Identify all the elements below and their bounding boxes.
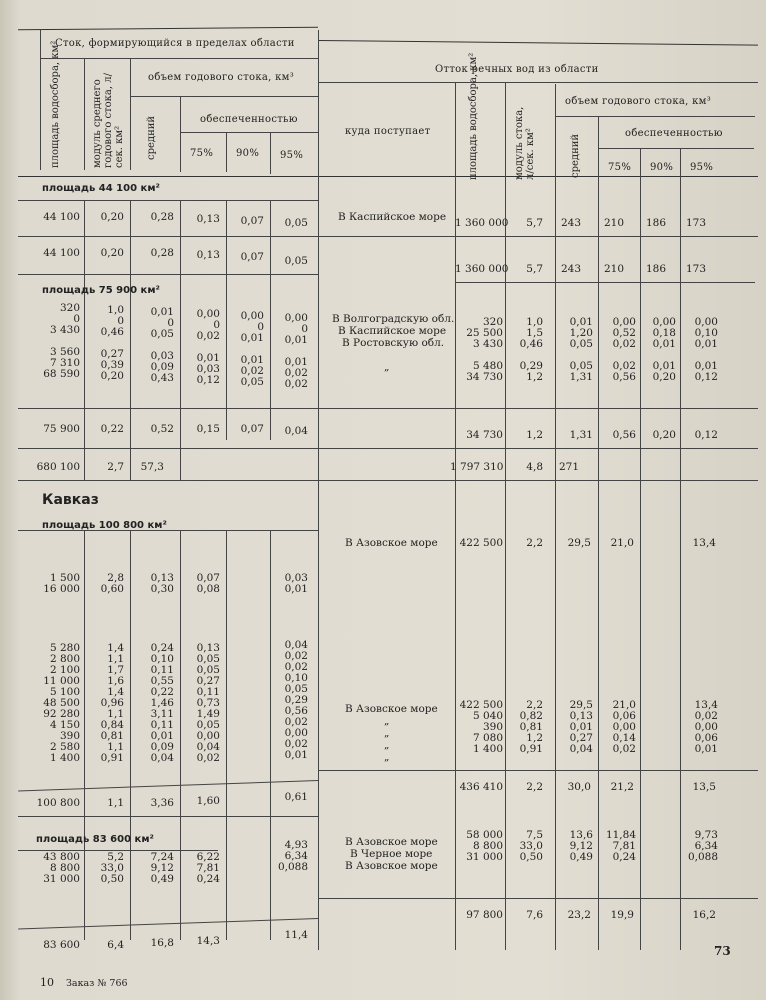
- row-rule: [18, 780, 318, 791]
- p90-left: 90%: [236, 148, 260, 159]
- s3-rb-mean: 29,5 0,13 0,01 0,27 0,04: [569, 699, 593, 755]
- s2-rtotal-75: 0,56: [612, 429, 636, 441]
- s3-tot-mean: 3,36: [150, 797, 174, 809]
- s3-tot-p95: 0,61: [284, 791, 308, 803]
- s1-area: 44 100: [43, 211, 80, 223]
- s3-a-module: 2,8 0,60: [100, 572, 124, 595]
- s1-mean: 0,28: [150, 211, 174, 223]
- region-caucasus: Кавказ: [42, 492, 99, 508]
- s2-r90-col: 0,00 0,18 0,01 0,01 0,20: [652, 316, 676, 383]
- module-header-left: модуль среднего годового стока, л/сек. км²: [92, 73, 125, 168]
- s1-total-module: 0,20: [100, 247, 124, 259]
- header-rule-2: [40, 58, 318, 59]
- s3-a-p95: 0,03 0,01: [284, 572, 308, 595]
- s1-rtotal-95: 173: [685, 263, 706, 275]
- s3-a-mean: 0,13 0,30: [150, 572, 174, 595]
- s4-tot-p95: 11,4: [284, 929, 308, 941]
- header-rule-r2: [555, 116, 755, 117]
- section-1-title: площадь 44 100 км²: [42, 183, 160, 194]
- left-header-title: Сток, формирующийся в пределах области: [55, 38, 295, 49]
- s1-total-mean: 0,28: [150, 247, 174, 259]
- vline: [84, 58, 85, 170]
- s3-a-area: 1 500 16 000: [43, 572, 80, 595]
- p95-right: 95%: [690, 162, 714, 173]
- s4-tot-p75: 14,3: [196, 935, 220, 947]
- row-rule: [18, 480, 758, 481]
- vline: [318, 30, 319, 950]
- s2-total-p90: 0,07: [240, 423, 264, 435]
- s2-total-p75: 0,15: [196, 423, 220, 435]
- s3-tot-p75: 1,60: [196, 795, 220, 807]
- s3-rb-75: 21,0 0,06 0,00 0,14 0,02: [612, 699, 636, 755]
- s2-total-module: 0,22: [100, 423, 124, 435]
- s1-rtotal-90: 186: [645, 263, 666, 275]
- mean-header-left: средний: [146, 115, 157, 160]
- row-rule: [18, 448, 758, 449]
- s2-rarea-col: 320 25 500 3 430 5 480 34 730: [466, 316, 503, 383]
- vline: [130, 200, 131, 480]
- s4-rmodule: 7,5 33,0 0,50: [519, 829, 543, 863]
- s3-rb-95: 13,4 0,02 0,00 0,06 0,01: [694, 699, 718, 755]
- s4-rtot-75: 19,9: [610, 909, 634, 921]
- s1-p90: 0,07: [240, 215, 264, 227]
- s2-r75-col: 0,00 0,52 0,02 0,02 0,56: [612, 316, 636, 383]
- s3-rtop-75: 21,0: [610, 537, 634, 549]
- volume-header-right: объем годового стока, км³: [565, 96, 712, 107]
- area-header-right: площадь водосбора, км²: [468, 52, 479, 180]
- header-rule-r3: [598, 148, 754, 149]
- s2-area-col: 320 0 3 430 3 560 7 310 68 590: [43, 302, 80, 380]
- ditto-mark: „: [384, 739, 390, 751]
- grand-mean: 57,3: [140, 461, 164, 473]
- vline: [84, 530, 85, 940]
- vline: [130, 530, 131, 940]
- s3-tot-area: 100 800: [36, 797, 80, 809]
- grand-rmodule: 4,8: [526, 461, 543, 473]
- s4-rarea: 58 000 8 800 31 000: [466, 829, 503, 863]
- s2-rtotal-95: 0,12: [694, 429, 718, 441]
- vline: [130, 58, 131, 170]
- s2-p95-col: 0,00 0 0,01 0,01 0,02 0,02: [284, 312, 308, 390]
- s3-where-top: В Азовское море: [345, 537, 438, 549]
- grand-rmean: 271: [558, 461, 579, 473]
- p75-right: 75%: [608, 162, 632, 173]
- row-rule: [18, 918, 318, 929]
- row-rule: [455, 282, 755, 283]
- s2-where-3: В Ростовскую обл.: [342, 337, 445, 349]
- s1-total-p90: 0,07: [240, 251, 264, 263]
- s3-rb-module: 2,2 0,82 0,81 1,2 0,91: [519, 699, 543, 755]
- right-header-title: Отток речных вод из области: [435, 64, 599, 75]
- vline: [455, 82, 456, 950]
- top-rule-right: [318, 40, 758, 46]
- volume-header-left: объем годового стока, км³: [148, 72, 295, 83]
- s3-rtot-mean: 30,0: [567, 781, 591, 793]
- s3-a-p75: 0,07 0,08: [196, 572, 220, 595]
- s3-b-mean: 0,24 0,10 0,11 0,55 0,22 1,46 3,11 0,11 0,01 0,09 0,04: [150, 642, 174, 764]
- s3-b-module: 1,4 1,1 1,7 1,6 1,4 0,96 1,1 0,84 0,81 1,1 0,91: [100, 642, 124, 764]
- s1-module: 0,20: [100, 211, 124, 223]
- s1-p95: 0,05: [284, 217, 308, 229]
- s3-b-area: 5 280 2 800 2 100 11 000 5 100 48 500 92 280 4 150 390 2 580 1 400: [43, 642, 80, 764]
- vline: [270, 530, 271, 940]
- row-rule: [18, 274, 318, 275]
- s3-rtot-area: 436 410: [459, 781, 503, 793]
- p75-left: 75%: [190, 148, 214, 159]
- s1-p75: 0,13: [196, 213, 220, 225]
- print-order: Заказ № 766: [66, 978, 128, 989]
- s3-rtop-95: 13,4: [692, 537, 716, 549]
- s3-b-p75: 0,13 0,05 0,05 0,27 0,11 0,73 1,49 0,05 0,00 0,04 0,02: [196, 642, 220, 764]
- vline: [226, 530, 227, 940]
- s1-rtotal-mean: 243: [560, 263, 581, 275]
- s1-rmodule: 5,7: [526, 217, 543, 229]
- vline: [40, 30, 41, 170]
- s4-area: 43 800 8 800 31 000: [43, 851, 80, 885]
- s2-total-mean: 0,52: [150, 423, 174, 435]
- s4-rtot-95: 16,2: [692, 909, 716, 921]
- s1-where: В Каспийское море: [338, 211, 447, 223]
- p95-left: 95%: [280, 150, 304, 161]
- vline: [226, 132, 227, 172]
- s1-r75: 210: [603, 217, 624, 229]
- row-rule: [318, 770, 758, 771]
- s1-rtotal-area: 1 360 000: [455, 263, 509, 275]
- s1-r90: 186: [645, 217, 666, 229]
- s1-total-p75: 0,13: [196, 249, 220, 261]
- row-rule: [18, 236, 758, 237]
- s4-r95: 9,73 6,34 0,088: [687, 829, 718, 863]
- mean-header-right: средний: [570, 133, 581, 178]
- s3-rtop-module: 2,2: [526, 537, 543, 549]
- section-4-title: площадь 83 600 км²: [36, 834, 154, 845]
- vline: [180, 200, 181, 480]
- module-header-right: модуль стока, л/сек. км²: [514, 106, 536, 180]
- row-rule: [18, 816, 318, 817]
- row-rule: [18, 408, 758, 409]
- s2-mean-col: 0,01 0 0,05 0,03 0,09 0,43: [150, 306, 174, 384]
- where-header: куда поступает: [345, 126, 431, 137]
- s4-top-p95: 4,93 6,34 0,088: [277, 839, 308, 873]
- s2-r95-col: 0,00 0,10 0,01 0,01 0,12: [694, 316, 718, 383]
- s4-tot-mean: 16,8: [150, 937, 174, 949]
- s4-r75: 11,84 7,81 0,24: [605, 829, 636, 863]
- s1-r95: 173: [685, 217, 706, 229]
- s3-rb-area: 422 500 5 040 390 7 080 1 400: [459, 699, 503, 755]
- s2-where-ditto: „: [384, 361, 390, 373]
- s3-b-p95: 0,04 0,02 0,02 0,10 0,05 0,29 0,56 0,02 0,00 0,02 0,01: [284, 639, 308, 761]
- s2-p90-col: 0,00 0 0,01 0,01 0,02 0,05: [240, 310, 264, 388]
- s2-where-1: В Волгоградскую обл.: [332, 313, 455, 325]
- s1-total-area: 44 100: [43, 247, 80, 259]
- s4-mean: 7,24 9,12 0,49: [150, 851, 174, 885]
- supply-header-left: обеспеченностью: [200, 114, 298, 125]
- vline: [84, 200, 85, 480]
- s3-where-mid: В Азовское море: [345, 703, 438, 715]
- grand-module: 2,7: [107, 461, 124, 473]
- s3-tot-module: 1,1: [107, 797, 124, 809]
- vline: [555, 84, 556, 950]
- page-number: 73: [714, 944, 731, 958]
- header-rule-r1: [318, 82, 758, 83]
- row-rule: [18, 200, 318, 201]
- row-rule: [318, 898, 758, 899]
- s1-rarea: 1 360 000: [455, 217, 509, 229]
- s4-module: 5,2 33,0 0,50: [100, 851, 124, 885]
- supply-header-right: обеспеченностью: [625, 128, 723, 139]
- s2-p75-col: 0,00 0 0,02 0,01 0,03 0,12: [196, 308, 220, 386]
- s4-where-1: В Азовское море: [345, 836, 438, 848]
- vline: [505, 82, 506, 950]
- s4-where-3: В Азовское море: [345, 860, 438, 872]
- grand-rarea: 1 797 310: [450, 461, 504, 473]
- section-2-title: площадь 75 900 км²: [42, 285, 160, 296]
- sheet-number: 10: [40, 976, 54, 989]
- s2-module-col: 1,0 0 0,46 0,27 0,39 0,20: [100, 304, 124, 382]
- vline: [180, 530, 181, 940]
- s4-rtot-mean: 23,2: [567, 909, 591, 921]
- s3-rtop-area: 422 500: [459, 537, 503, 549]
- s2-rmean-col: 0,01 1,20 0,05 0,05 1,31: [569, 316, 593, 383]
- s2-rmodule-col: 1,0 1,5 0,46 0,29 1,2: [519, 316, 543, 383]
- area-header-left: площадь водосбора, км²: [50, 40, 61, 168]
- s4-rtot-module: 7,6: [526, 909, 543, 921]
- header-bottom-rule: [18, 176, 758, 177]
- s4-p75: 6,22 7,81 0,24: [196, 851, 220, 885]
- s2-rtotal-module: 1,2: [526, 429, 543, 441]
- p90-right: 90%: [650, 162, 674, 173]
- top-rule: [18, 27, 318, 31]
- s2-rtotal-90: 0,20: [652, 429, 676, 441]
- s4-rtot-area: 97 800: [466, 909, 503, 921]
- s3-rtot-75: 21,2: [610, 781, 634, 793]
- s2-total-p95: 0,04: [284, 425, 308, 437]
- header-rule-3: [130, 96, 318, 97]
- row-rule: [18, 530, 318, 531]
- s4-where-2: В Черное море: [350, 848, 433, 860]
- s1-rtotal-75: 210: [603, 263, 624, 275]
- s2-rtotal-mean: 1,31: [569, 429, 593, 441]
- s4-tot-module: 6,4: [107, 939, 124, 951]
- ditto-mark: „: [384, 751, 390, 763]
- s4-tot-area: 83 600: [43, 939, 80, 951]
- s3-rtot-95: 13,5: [692, 781, 716, 793]
- grand-area: 680 100: [36, 461, 80, 473]
- s4-rmean: 13,6 9,12 0,49: [569, 829, 593, 863]
- ditto-mark: „: [384, 727, 390, 739]
- s2-rtotal-area: 34 730: [466, 429, 503, 441]
- ditto-mark: „: [384, 715, 390, 727]
- section-3-title: площадь 100 800 км²: [42, 520, 167, 531]
- s3-rtot-module: 2,2: [526, 781, 543, 793]
- s1-rmean: 243: [560, 217, 581, 229]
- vline: [270, 132, 271, 174]
- s3-rtop-mean: 29,5: [567, 537, 591, 549]
- s1-rtotal-module: 5,7: [526, 263, 543, 275]
- s1-total-p95: 0,05: [284, 255, 308, 267]
- vline: [180, 96, 181, 172]
- header-rule-4: [180, 132, 318, 133]
- s2-where-2: В Каспийское море: [338, 325, 447, 337]
- vline: [598, 116, 599, 950]
- s2-total-area: 75 900: [43, 423, 80, 435]
